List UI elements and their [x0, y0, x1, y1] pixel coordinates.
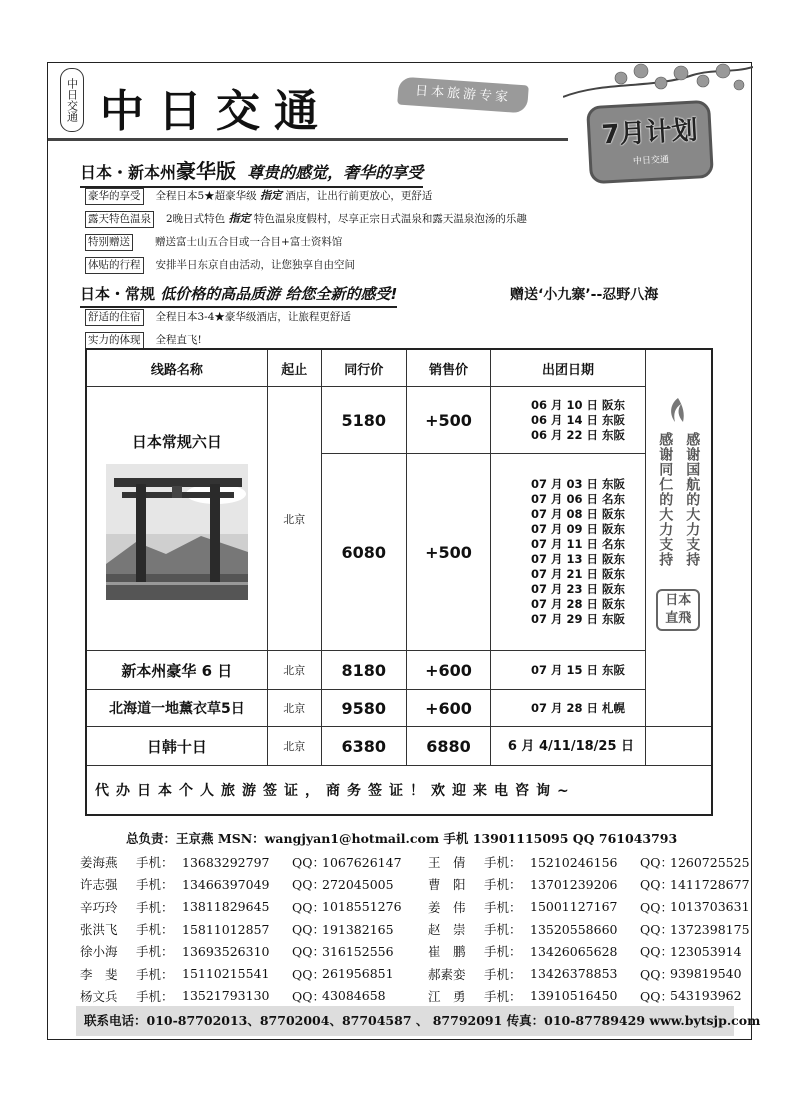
qq-number: 939819540 [670, 966, 742, 982]
phone-number: 13466397049 [182, 876, 270, 892]
qq-label: QQ： [292, 988, 325, 1004]
qq-number: 543193962 [670, 988, 742, 1004]
contact-row [80, 962, 756, 984]
footer-contact-bar: 联系电话：010-87702013、87702004、87704587 、 87792091 传真：010-87789429 www.bytsjp.com [76, 1006, 734, 1036]
departure-city: 北京 [267, 690, 321, 727]
feature-row [85, 234, 527, 251]
col-departure: 起止 [267, 349, 321, 387]
table-row [86, 387, 712, 454]
date-item: 07 月 29 日 东阪 [530, 612, 625, 626]
contact-name: 许志强 [80, 877, 118, 893]
contact-row [80, 985, 756, 1007]
brand-title: 中日交通 [100, 86, 332, 137]
phone-number: 13693526310 [182, 943, 270, 959]
phone-label: 手机： [484, 944, 522, 960]
qq-label: QQ： [640, 944, 673, 960]
qq-number: 261956851 [322, 966, 394, 982]
feature-row [85, 211, 527, 228]
phone-number: 13811829645 [182, 899, 270, 915]
date-item: 07 月 13 日 阪东 [530, 552, 625, 566]
contact-name: 张洪飞 [80, 922, 118, 938]
date-item: 07 月 03 日 东阪 [530, 477, 625, 491]
sale-markup: +500 [406, 454, 491, 651]
feature-row [85, 257, 527, 274]
route-name: 日韩十日 [86, 727, 267, 766]
thanks-colleagues: 感谢同仁的大力支持 [657, 432, 674, 567]
sale-markup: +600 [406, 690, 491, 727]
table-row [86, 651, 712, 690]
contact-name: 李 斐 [80, 966, 118, 982]
phone-number: 15110215541 [182, 966, 270, 982]
slogan-tag: 日本旅游专家 [397, 76, 529, 113]
qq-label: QQ： [292, 944, 325, 960]
phone-label: 手机： [484, 877, 522, 893]
qq-label: QQ： [292, 922, 325, 938]
feature-text: 特色温泉度假村，尽享正宗日式温泉和露天温泉泡汤的乐趣 [253, 213, 527, 225]
standard-title-slogan: 低价格的高品质游 给您全新的感受! [160, 285, 398, 303]
qq-label: QQ： [640, 899, 673, 915]
phone-label: 手机： [136, 966, 174, 982]
route-price-table [85, 348, 713, 816]
feature-text: 全程日本3-4★豪华级酒店，让旅程更舒适 [155, 311, 351, 323]
table-row [86, 690, 712, 727]
feature-text: 安排半日东京自由活动，让您独享自由空间 [155, 259, 355, 271]
sponsor-thanks [655, 432, 701, 567]
trade-price: 8180 [321, 651, 406, 690]
feature-label: 实力的体现 [85, 332, 144, 349]
contact-name: 辛巧玲 [80, 899, 118, 915]
contact-name: 曹 阳 [428, 877, 466, 893]
route-cell [86, 387, 267, 651]
tour-dates: 07 月 28 日 札幌 [491, 690, 645, 727]
phone-label: 手机： [136, 877, 174, 893]
date-item: 07 月 08 日 阪东 [530, 507, 625, 521]
standard-title-prefix: 日本・常规 [80, 285, 156, 303]
section-standard-title [80, 283, 397, 308]
luxury-title-slogan: 尊贵的感觉，奢华的享受 [247, 163, 424, 182]
qq-number: 316152556 [322, 943, 394, 959]
date-item: 07 月 11 日 名东 [530, 537, 625, 551]
luxury-title-prefix: 日本・新本州 [80, 163, 177, 182]
feature-text: 赠送富士山五合目或一合目+富士资料馆 [155, 236, 343, 248]
date-item: 07 月 09 日 阪东 [530, 522, 625, 536]
table-row [86, 727, 712, 766]
trade-price: 5180 [321, 387, 406, 454]
monthly-plan-badge [586, 100, 714, 184]
phone-label: 手机： [136, 855, 174, 871]
phone-number: 13426065628 [530, 943, 618, 959]
qq-number: 1067626147 [322, 854, 402, 870]
qq-label: QQ： [640, 988, 673, 1004]
phone-number: 13910516450 [530, 988, 618, 1004]
contact-row [80, 940, 756, 962]
date-item: 07 月 06 日 名东 [530, 492, 625, 506]
phone-label: 手机： [484, 855, 522, 871]
contact-name: 姜 伟 [428, 899, 466, 915]
qq-number: 1411728677 [670, 876, 750, 892]
route-name: 新本州豪华 6 日 [86, 651, 267, 690]
sponsor-panel [646, 396, 711, 631]
phone-number: 13701239206 [530, 876, 618, 892]
luxury-features [85, 188, 527, 274]
date-item: 06 月 14 日 东阪 [530, 412, 625, 427]
qq-number: 43084658 [322, 988, 386, 1004]
departure-city: 北京 [267, 727, 321, 766]
departure-city: 北京 [267, 387, 321, 651]
date-item: 07 月 28 日 阪东 [530, 597, 625, 611]
visa-row [86, 766, 712, 816]
contact-row [80, 918, 756, 940]
contact-name: 郝素娈 [428, 966, 466, 982]
gift-note: 赠送‘小九寨’--忍野八海 [510, 287, 659, 303]
route-name: 北海道一地薰衣草5日 [86, 690, 267, 727]
thanks-air-china: 感谢国航的大力支持 [684, 432, 701, 567]
contact-name: 徐小海 [80, 944, 118, 960]
qq-number: 272045005 [322, 876, 394, 892]
air-china-logo-icon [661, 396, 695, 426]
route-name: 日本常规六日 [131, 433, 222, 451]
feature-label: 露天特色温泉 [85, 211, 154, 228]
contact-name: 崔 鹏 [428, 944, 466, 960]
header-divider [48, 138, 568, 141]
qq-label: QQ： [292, 855, 325, 871]
col-tour-dates: 出团日期 [491, 349, 645, 387]
qq-label: QQ： [640, 966, 673, 982]
contact-name: 王 倩 [428, 855, 466, 871]
torii-gate-photo [106, 464, 248, 600]
contact-name: 姜海燕 [80, 855, 118, 871]
phone-number: 15811012857 [182, 921, 270, 937]
feature-text: 2晚日式特色 [166, 213, 226, 225]
phone-label: 手机： [484, 966, 522, 982]
departure-city: 北京 [267, 651, 321, 690]
feature-row [85, 309, 351, 326]
direct-flight-logo: 日本直飛 [656, 589, 700, 631]
plan-subtitle: 中日交通 [632, 155, 670, 167]
logo-badge: 中日交通 [60, 68, 84, 132]
phone-number: 13426378853 [530, 966, 618, 982]
standard-features [85, 309, 351, 349]
visa-service-note: 代办日本个人旅游签证，商务签证！欢迎来电咨询~ [86, 766, 712, 816]
sale-markup: +600 [406, 651, 491, 690]
contact-name: 杨文兵 [80, 988, 118, 1004]
phone-number: 15001127167 [530, 899, 618, 915]
qq-number: 1260725525 [670, 854, 750, 870]
qq-number: 1018551276 [322, 899, 402, 915]
phone-label: 手机： [136, 899, 174, 915]
feature-label: 舒适的住宿 [85, 309, 144, 326]
trade-price: 6380 [321, 727, 406, 766]
manager-contact: 总负责：王京燕 MSN：wangjyan1@hotmail.com 手机 13901115095 QQ 761043793 [126, 831, 678, 846]
feature-text: 酒店，让出行前更放心，更舒适 [285, 190, 433, 202]
feature-highlight: 指定 [228, 212, 251, 225]
qq-number: 191382165 [322, 921, 394, 937]
date-item: 07 月 23 日 阪东 [530, 582, 625, 596]
qq-label: QQ： [292, 877, 325, 893]
staff-contact-list [80, 851, 756, 1007]
tour-dates: 07 月 15 日 东阪 [491, 651, 645, 690]
tour-dates: 6 月 4/11/18/25 日 [491, 727, 645, 766]
date-item: 06 月 22 日 东阪 [530, 427, 625, 442]
qq-label: QQ： [292, 966, 325, 982]
feature-row [85, 332, 351, 349]
qq-number: 123053914 [670, 943, 742, 959]
sponsor-column-end [645, 727, 712, 766]
plan-title: 7月计划 [600, 115, 699, 151]
contact-row [80, 851, 756, 873]
phone-label: 手机： [136, 988, 174, 1004]
feature-row [85, 188, 527, 205]
feature-text: 全程直飞! [155, 334, 202, 346]
col-trade-price: 同行价 [321, 349, 406, 387]
phone-number: 13683292797 [182, 854, 270, 870]
phone-label: 手机： [484, 899, 522, 915]
col-route-name: 线路名称 [86, 349, 267, 387]
feature-label: 体贴的行程 [85, 257, 144, 274]
contact-row [80, 873, 756, 895]
phone-label: 手机： [136, 922, 174, 938]
phone-label: 手机： [136, 944, 174, 960]
feature-text: 全程日本5★超豪华级 [155, 190, 257, 202]
flyer-page [47, 62, 761, 1040]
section-luxury-title [80, 155, 423, 188]
feature-highlight: 指定 [260, 189, 283, 202]
qq-label: QQ： [292, 899, 325, 915]
tour-dates [491, 454, 645, 651]
qq-label: QQ： [640, 922, 673, 938]
qq-label: QQ： [640, 855, 673, 871]
qq-number: 1372398175 [670, 921, 750, 937]
sponsor-column [645, 349, 712, 727]
contact-name: 江 勇 [428, 988, 466, 1004]
sale-price: 6880 [406, 727, 491, 766]
table-header-row [86, 349, 712, 387]
luxury-title-grade: 豪华版 [176, 159, 237, 183]
trade-price: 9580 [321, 690, 406, 727]
phone-number: 13520558660 [530, 921, 618, 937]
qq-number: 1013703631 [670, 899, 750, 915]
qq-label: QQ： [640, 877, 673, 893]
contact-name: 赵 崇 [428, 922, 466, 938]
cherry-blossom-icon [563, 63, 753, 105]
phone-number: 13521793130 [182, 988, 270, 1004]
contact-row [80, 896, 756, 918]
phone-number: 15210246156 [530, 854, 618, 870]
phone-label: 手机： [484, 922, 522, 938]
trade-price: 6080 [321, 454, 406, 651]
col-sale-price: 销售价 [406, 349, 491, 387]
date-item: 06 月 10 日 阪东 [530, 397, 625, 412]
feature-label: 特别赠送 [85, 234, 133, 251]
feature-label: 豪华的享受 [85, 188, 144, 205]
date-item: 07 月 21 日 阪东 [530, 567, 625, 581]
tour-dates [491, 387, 645, 454]
phone-label: 手机： [484, 988, 522, 1004]
sale-markup: +500 [406, 387, 491, 454]
